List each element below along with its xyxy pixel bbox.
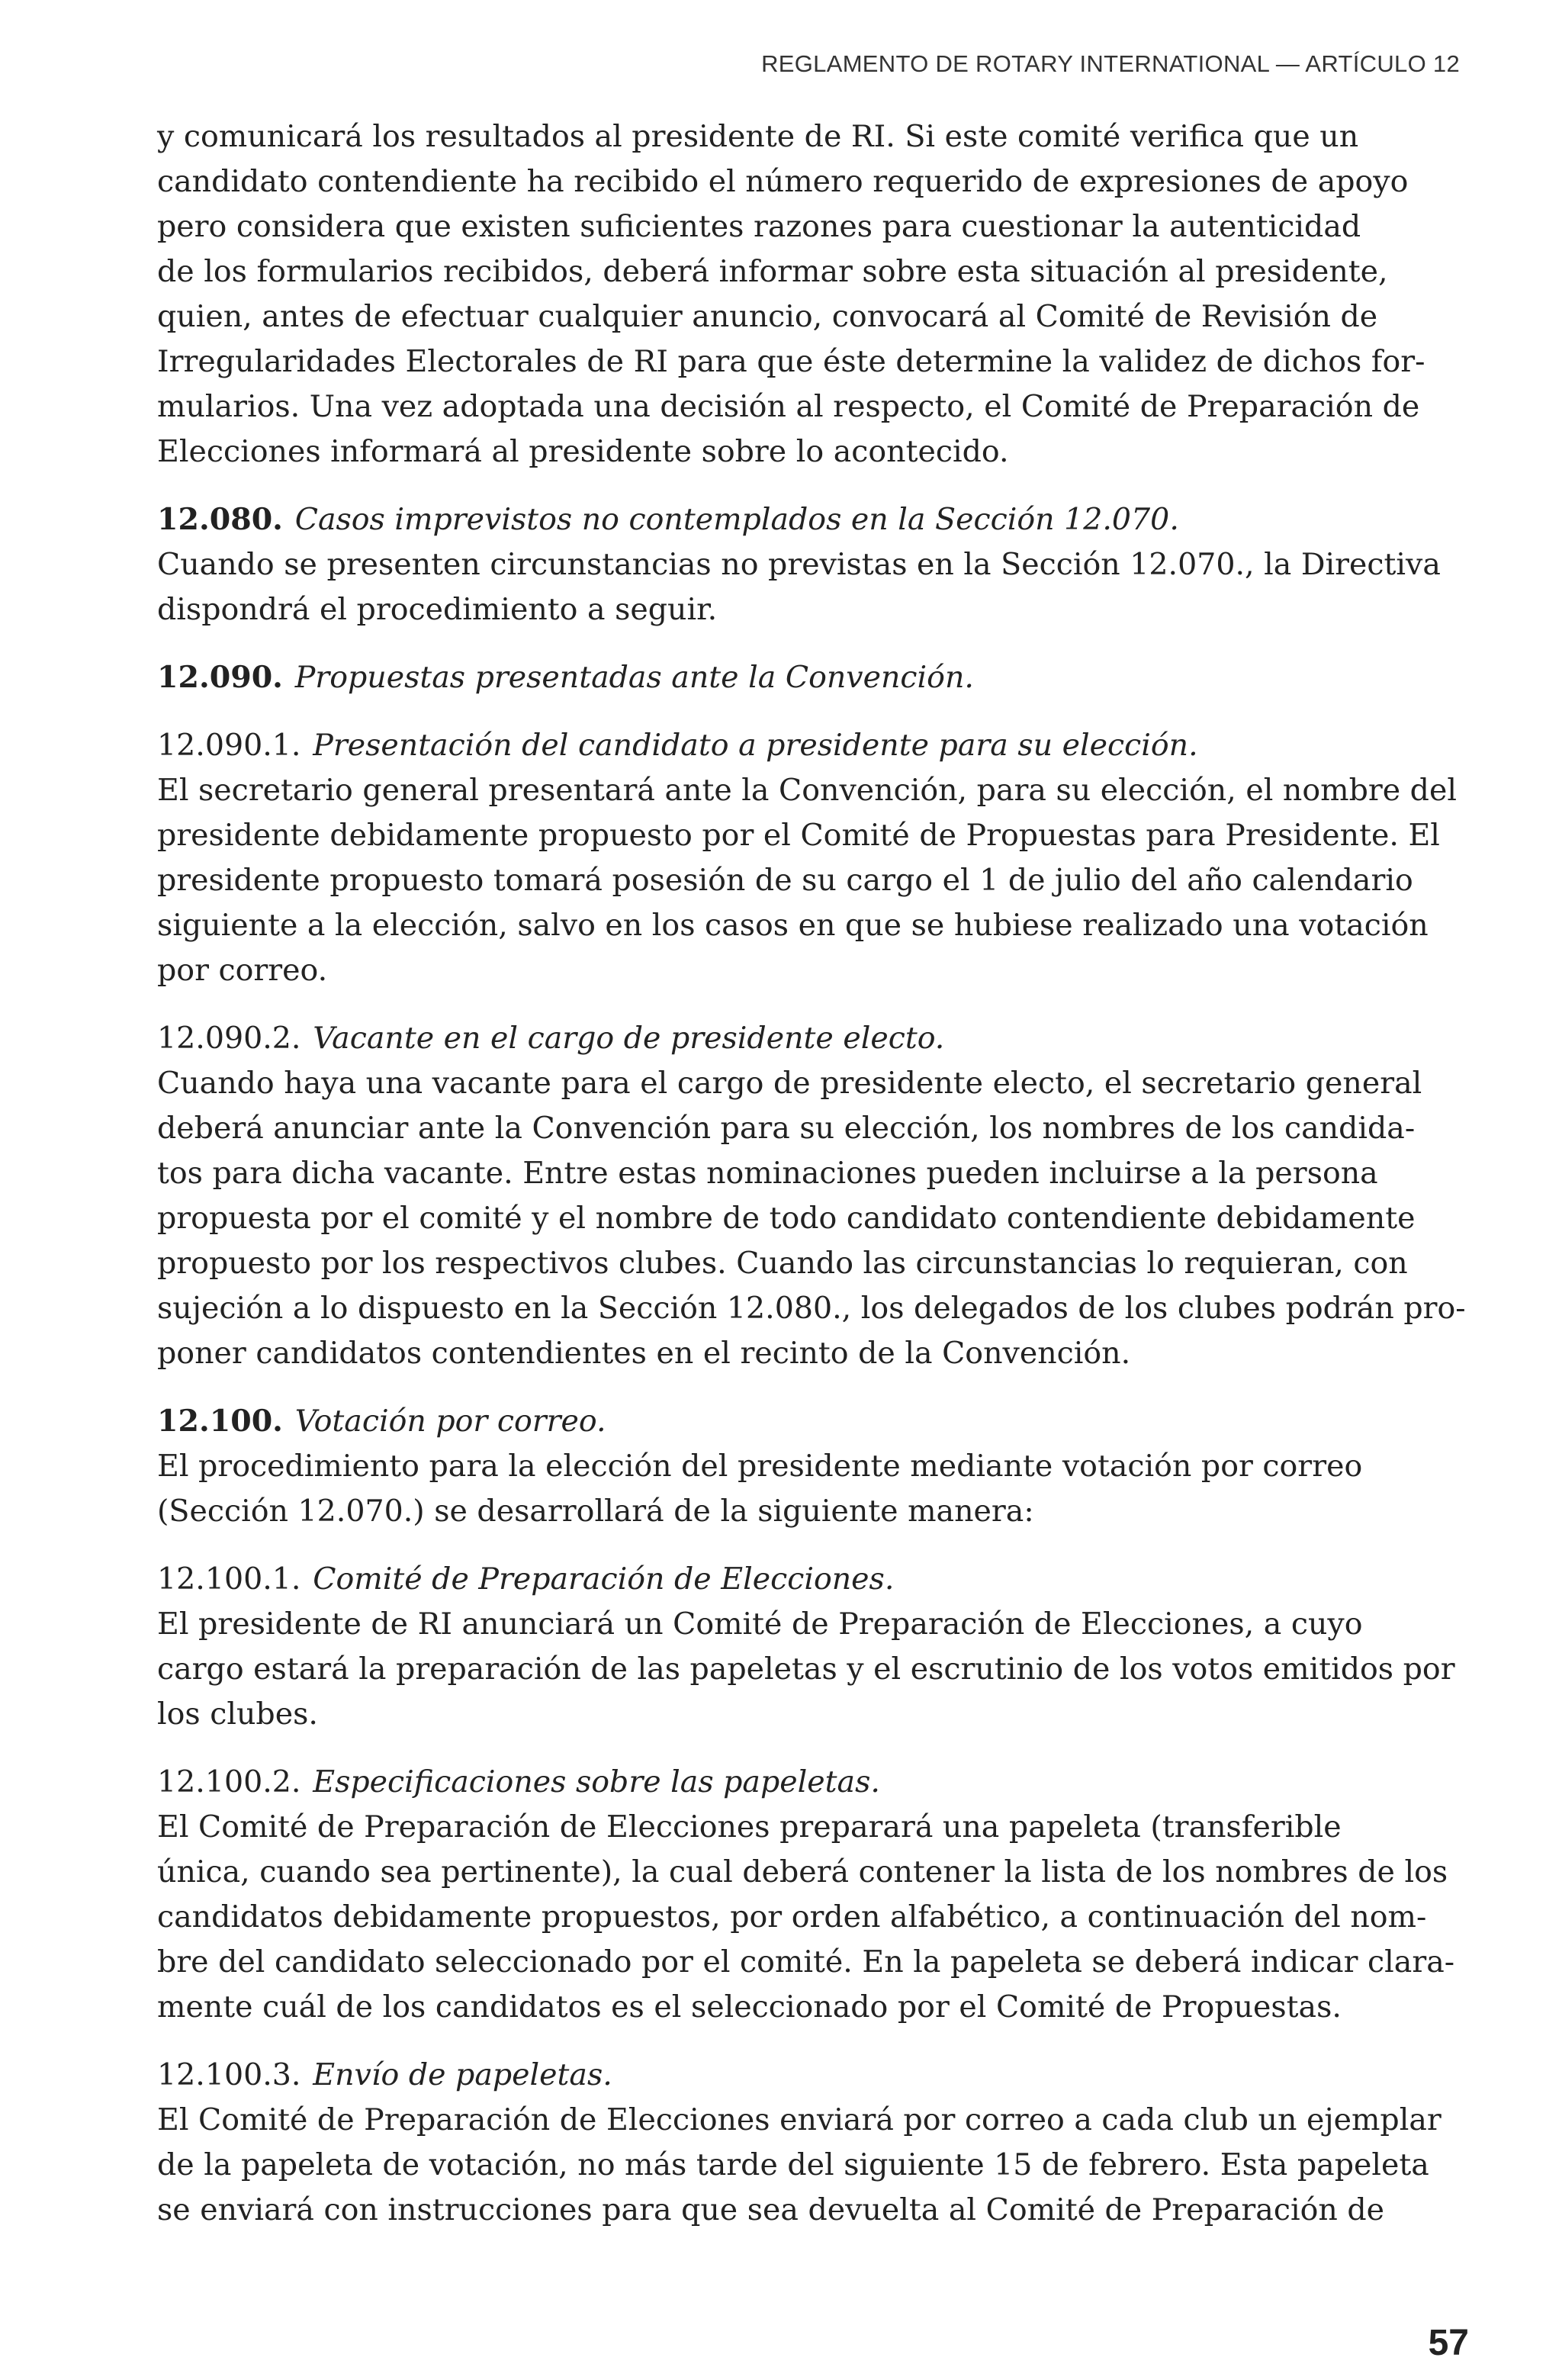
subsection-12100-2 — [157, 1760, 1469, 2030]
subsection-title: Envío de papeletas. — [313, 2057, 612, 2092]
body-line: pero considera que existen suficientes razones para cuestionar la autenticidad — [157, 209, 1361, 244]
body-line: se enviará con instrucciones para que sea devuelta al Comité de Preparación de — [157, 2192, 1385, 2227]
body-line: mularios. Una vez adoptada una decisión al respecto, el Comité de Preparación de — [157, 389, 1420, 424]
section-title: Propuestas presentadas ante la Convención. — [294, 660, 974, 695]
body-line: candidato contendiente ha recibido el número requerido de expresiones de apoyo — [157, 164, 1409, 199]
body-line: El Comité de Preparación de Elecciones preparará una papeleta (transferible — [157, 1809, 1342, 1844]
intro-paragraph — [157, 114, 1469, 474]
body-line: única, cuando sea pertinente), la cual deberá contener la lista de los nombres de los — [157, 1854, 1448, 1890]
section-12080 — [157, 497, 1469, 632]
body-line: deberá anunciar ante la Convención para su elección, los nombres de los candida- — [157, 1111, 1416, 1146]
page-number: 57 — [1428, 2323, 1469, 2363]
subsection-title: Vacante en el cargo de presidente electo. — [313, 1021, 945, 1056]
body-line: sujeción a lo dispuesto en la Sección 12.080., los delegados de los clubes podrán pro- — [157, 1291, 1466, 1326]
section-12100 — [157, 1399, 1469, 1534]
body-line: por correo. — [157, 953, 328, 988]
section-heading — [157, 655, 1469, 700]
subsection-heading — [157, 2053, 1469, 2098]
subsection-title: Comité de Preparación de Elecciones. — [313, 1561, 895, 1597]
body-line: y comunicará los resultados al presidente de RI. Si este comité verifica que un — [157, 119, 1359, 154]
section-number: 12.100. — [157, 1404, 283, 1439]
body-line: propuesto por los respectivos clubes. Cuando las circunstancias lo requieran, con — [157, 1246, 1408, 1281]
section-title: Votación por correo. — [294, 1404, 606, 1439]
subsection-number: 12.090.2. — [157, 1021, 301, 1056]
body-line: los clubes. — [157, 1697, 318, 1732]
subsection-number: 12.100.1. — [157, 1561, 301, 1597]
body-line: candidatos debidamente propuestos, por orden alfabético, a continuación del nom- — [157, 1899, 1427, 1935]
body-line: de los formularios recibidos, deberá informar sobre esta situación al presidente, — [157, 254, 1388, 289]
subsection-number: 12.090.1. — [157, 728, 301, 763]
body-line: Elecciones informará al presidente sobre lo acontecido. — [157, 434, 1009, 469]
body-line: El presidente de RI anunciará un Comité de Preparación de Elecciones, a cuyo — [157, 1606, 1363, 1642]
body-line: El Comité de Preparación de Elecciones enviará por correo a cada club un ejemplar — [157, 2102, 1441, 2137]
body-line: cargo estará la preparación de las papeletas y el escrutinio de los votos emitidos por — [157, 1652, 1455, 1687]
body-line: Irregularidades Electorales de RI para que éste determine la validez de dichos for- — [157, 344, 1425, 379]
body-line: de la papeleta de votación, no más tarde del siguiente 15 de febrero. Esta papeleta — [157, 2147, 1429, 2182]
section-number: 12.080. — [157, 502, 283, 537]
subsection-number: 12.100.3. — [157, 2057, 301, 2092]
subsection-heading — [157, 1760, 1469, 1805]
section-title: Casos imprevistos no contemplados en la Sección 12.070. — [294, 502, 1179, 537]
body-line: presidente debidamente propuesto por el Comité de Propuestas para Presidente. El — [157, 818, 1440, 853]
subsection-12100-1 — [157, 1557, 1469, 1737]
subsection-12090-2 — [157, 1016, 1469, 1376]
body-line: presidente propuesto tomará posesión de su cargo el 1 de julio del año calendario — [157, 863, 1413, 898]
body-line: (Sección 12.070.) se desarrollará de la siguiente manera: — [157, 1494, 1034, 1529]
page-body — [157, 114, 1469, 2256]
body-line: Cuando se presenten circunstancias no previstas en la Sección 12.070., la Directiva — [157, 547, 1441, 582]
subsection-12090-1 — [157, 723, 1469, 993]
body-line: dispondrá el procedimiento a seguir. — [157, 592, 718, 627]
body-line: El secretario general presentará ante la Convención, para su elección, el nombre del — [157, 773, 1457, 808]
body-line: tos para dicha vacante. Entre estas nominaciones pueden incluirse a la persona — [157, 1156, 1378, 1191]
body-line: mente cuál de los candidatos es el seleccionado por el Comité de Propuestas. — [157, 1989, 1342, 2025]
subsection-heading — [157, 723, 1469, 768]
section-number: 12.090. — [157, 660, 283, 695]
body-line: bre del candidato seleccionado por el comité. En la papeleta se deberá indicar clara- — [157, 1944, 1455, 1980]
body-line: Cuando haya una vacante para el cargo de presidente electo, el secretario general — [157, 1066, 1422, 1101]
subsection-number: 12.100.2. — [157, 1764, 301, 1799]
section-12090 — [157, 655, 1469, 700]
section-heading — [157, 1399, 1469, 1444]
subsection-title: Especificaciones sobre las papeletas. — [313, 1764, 880, 1799]
body-line: poner candidatos contendientes en el recinto de la Convención. — [157, 1336, 1131, 1371]
subsection-heading — [157, 1016, 1469, 1061]
section-heading — [157, 497, 1469, 542]
subsection-heading — [157, 1557, 1469, 1602]
body-line: propuesta por el comité y el nombre de todo candidato contendiente debidamente — [157, 1201, 1416, 1236]
body-line: El procedimiento para la elección del presidente mediante votación por correo — [157, 1449, 1363, 1484]
body-line: quien, antes de efectuar cualquier anuncio, convocará al Comité de Revisión de — [157, 299, 1378, 334]
body-line: siguiente a la elección, salvo en los casos en que se hubiese realizado una votación — [157, 908, 1429, 943]
subsection-12100-3 — [157, 2053, 1469, 2233]
running-header: REGLAMENTO DE ROTARY INTERNATIONAL — ARTÍCULO 12 — [761, 50, 1460, 77]
subsection-title: Presentación del candidato a presidente para su elección. — [313, 728, 1198, 763]
